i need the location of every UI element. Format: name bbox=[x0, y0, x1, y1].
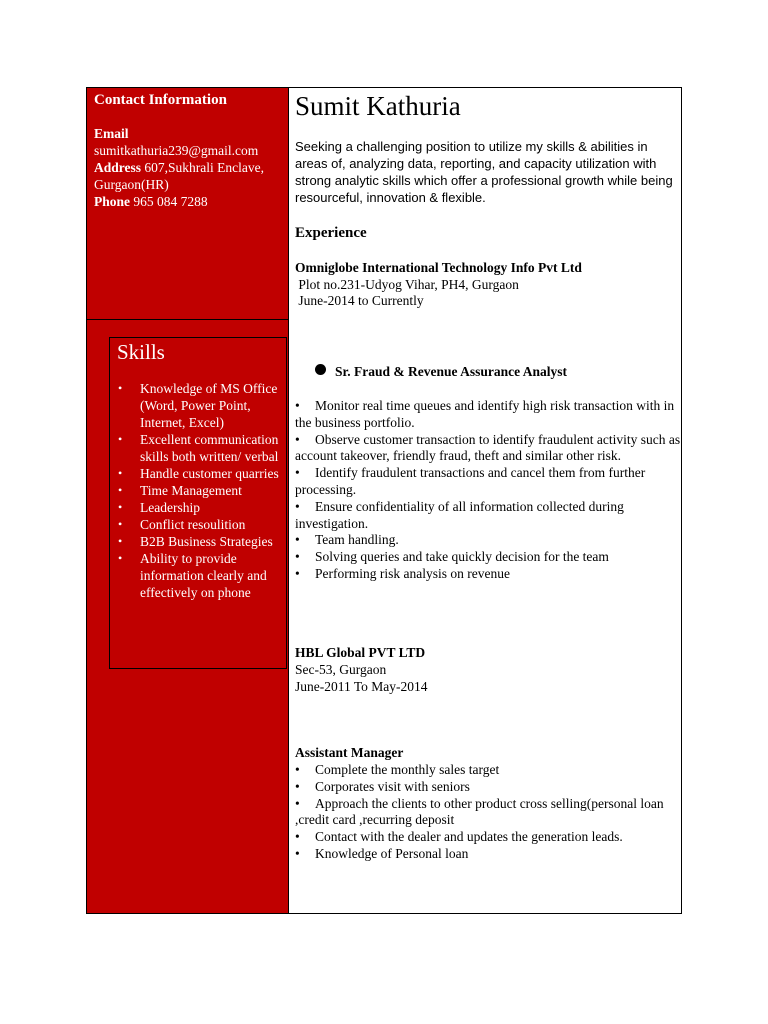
duty-item: • Corporates visit with seniors bbox=[295, 778, 470, 794]
skill-item: • Leadership bbox=[116, 499, 284, 516]
email-value: sumitkathuria239@gmail.com bbox=[94, 143, 259, 158]
skill-item: • Conflict resoulition bbox=[116, 516, 284, 533]
job2-role: Assistant Manager bbox=[295, 745, 404, 760]
address-line bbox=[94, 159, 286, 193]
resume-frame bbox=[86, 87, 682, 914]
duty-text: Identify fraudulent transactions and cancel them from further processing. bbox=[295, 465, 646, 497]
job1-company-block bbox=[295, 260, 582, 310]
job1-dates: June-2014 to Currently bbox=[295, 293, 424, 308]
duty-item: • Ensure confidentiality of all information collected during investigation. bbox=[295, 498, 624, 531]
duty-item: • Complete the monthly sales target bbox=[295, 762, 500, 777]
skills-list bbox=[116, 380, 284, 601]
duty-item: • Solving queries and take quickly decision for the team bbox=[295, 549, 609, 565]
bullet-dot-icon bbox=[315, 364, 326, 375]
experience-heading: Experience bbox=[295, 225, 367, 241]
job1-role bbox=[315, 364, 567, 380]
skill-item: • B2B Business Strategies bbox=[116, 533, 284, 550]
skill-item: • Knowledge of MS Office (Word, Power Point, Internet, Excel) bbox=[116, 380, 284, 431]
skills-box bbox=[109, 337, 287, 669]
job1-role-title: Sr. Fraud & Revenue Assurance Analyst bbox=[335, 364, 568, 379]
duty-item: • Performing risk analysis on revenue bbox=[295, 565, 510, 581]
duty-text: Complete the monthly sales target bbox=[315, 762, 500, 777]
job1-company: Omniglobe International Technology Info Pvt Ltd bbox=[295, 260, 582, 275]
address-value: 607,Sukhrali Enclave, Gurgaon(HR) bbox=[94, 160, 264, 192]
duty-item: • Monitor real time queues and identify high risk transaction with in the business portfolio. bbox=[295, 398, 675, 430]
duty-text: Knowledge of Personal loan bbox=[315, 845, 469, 861]
address-label: Address bbox=[94, 160, 142, 175]
duty-item: • Observe customer transaction to identify fraudulent activity such as account takeover, friendly fraud, theft and similar other risk. bbox=[295, 431, 681, 464]
job2-dates: June-2011 To May-2014 bbox=[295, 678, 428, 694]
phone-line bbox=[94, 193, 286, 210]
skills-heading: Skills bbox=[117, 340, 165, 364]
sidebar-divider bbox=[87, 319, 288, 320]
main-column bbox=[289, 88, 681, 913]
skill-item: • Ability to provide information clearly and effectively on phone bbox=[116, 550, 284, 601]
summary: Seeking a challenging position to utilize my skills & abilities in areas of, analyzing data, reporting, and capacity utilization with strong analytic skills which offer a professional growth while being resourceful, innovation & flexible. bbox=[295, 139, 673, 205]
duty-item: • Approach the clients to other product cross selling(personal loan ,credit card ,recurring deposit bbox=[295, 795, 664, 828]
duty-item: • Contact with the dealer and updates the generation leads. bbox=[295, 829, 623, 845]
skill-item: • Time Management bbox=[116, 482, 284, 499]
contact-heading: Contact Information bbox=[94, 92, 227, 108]
phone-label: Phone bbox=[94, 194, 131, 209]
job1-address: Plot no.231-Udyog Vihar, PH4, Gurgaon bbox=[295, 276, 519, 292]
duty-text: Observe customer transaction to identify fraudulent activity such as account takeover, friendly fraud, theft and similar other risk. bbox=[295, 431, 681, 464]
duty-text: Monitor real time queues and identify high risk transaction with in the business portfolio. bbox=[295, 398, 675, 430]
job2-duties bbox=[295, 762, 683, 863]
candidate-name: Sumit Kathuria bbox=[295, 91, 461, 121]
skill-item: • Excellent communication skills both written/ verbal bbox=[116, 431, 284, 465]
job2-company: HBL Global PVT LTD bbox=[295, 645, 426, 660]
duty-text: Contact with the dealer and updates the generation leads. bbox=[315, 829, 623, 845]
duty-item: • Identify fraudulent transactions and cancel them from further processing. bbox=[295, 465, 646, 497]
contact-section bbox=[94, 92, 286, 210]
skill-item: • Handle customer quarries bbox=[116, 465, 284, 482]
job1-duties bbox=[295, 398, 683, 583]
duty-text: Approach the clients to other product cross selling(personal loan ,credit card ,recurring deposit bbox=[295, 795, 664, 828]
phone-value: 965 084 7288 bbox=[130, 194, 208, 209]
duty-item: • Team handling. bbox=[295, 532, 399, 548]
sidebar bbox=[87, 88, 289, 913]
job2-company-block bbox=[295, 645, 428, 695]
duty-item: • Knowledge of Personal loan bbox=[295, 845, 469, 861]
duty-text: Ensure confidentiality of all information collected during investigation. bbox=[295, 498, 624, 531]
duty-text: Performing risk analysis on revenue bbox=[315, 565, 510, 581]
email-label: Email bbox=[94, 126, 129, 141]
duty-text: Team handling. bbox=[315, 532, 399, 548]
duty-text: Solving queries and take quickly decision for the team bbox=[315, 549, 609, 565]
duty-text: Corporates visit with seniors bbox=[315, 778, 470, 794]
job2-address: Sec-53, Gurgaon bbox=[295, 661, 387, 677]
